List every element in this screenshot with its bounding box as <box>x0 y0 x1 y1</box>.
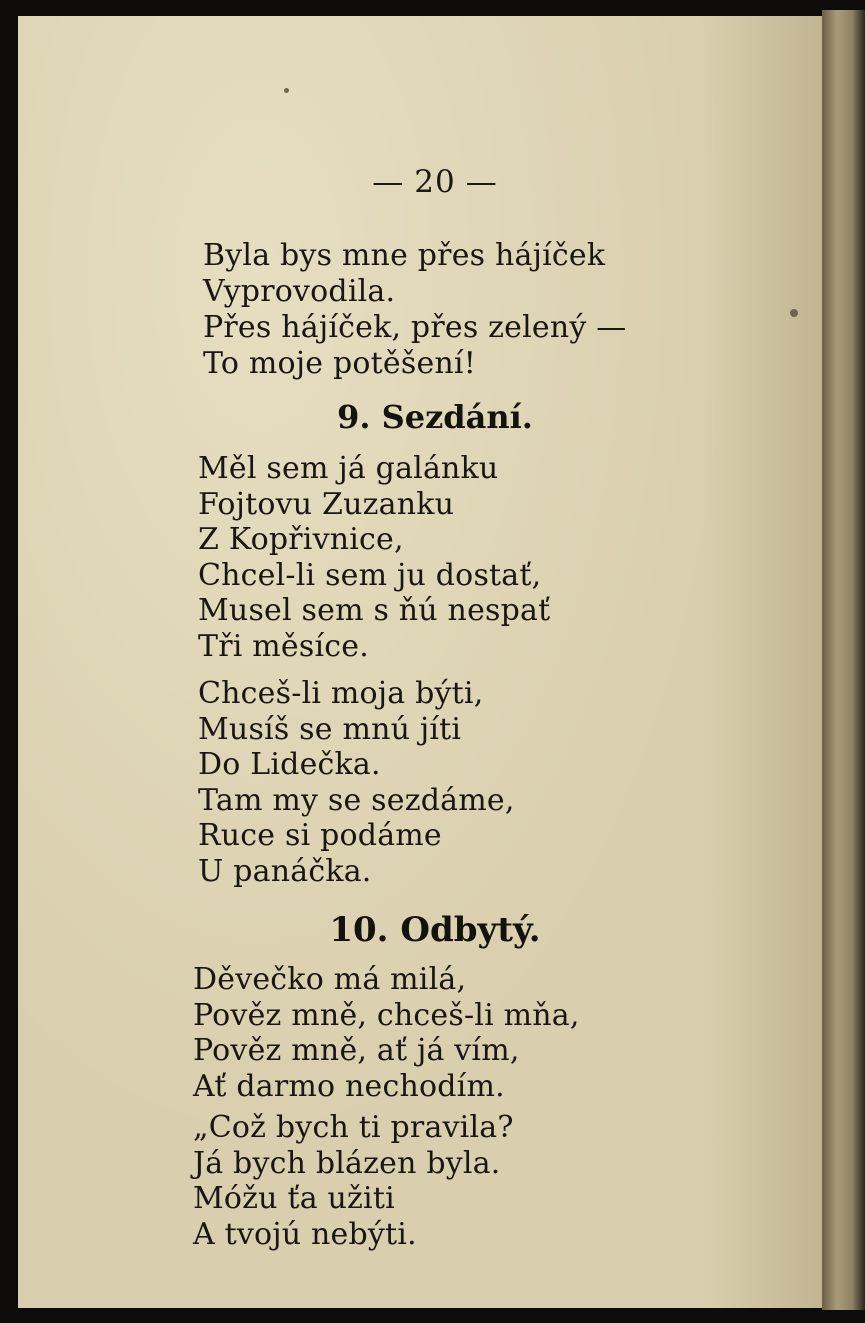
paper-speck <box>284 88 289 93</box>
song-10-stanza-1 <box>193 962 580 1104</box>
verse-line: Já bych blázen byla. <box>193 1145 501 1181</box>
verse-line: Fojtovu Zuzanku <box>198 486 455 522</box>
folio-dash-left: — <box>372 164 405 200</box>
verse-line: Z Kopřivnice, <box>198 522 404 557</box>
verse-line: Vyprovodila. <box>203 274 396 309</box>
song-10-stanza-2 <box>193 1110 514 1252</box>
verse-line: U panáčka. <box>198 853 372 889</box>
paper-speck <box>790 309 798 317</box>
verse-line: Móžu ťa užiti <box>193 1181 395 1216</box>
verse-line: Měl sem já galánku <box>198 451 499 486</box>
page-number-value: 20 <box>414 164 456 200</box>
verse-line: To moje potěšení! <box>203 346 476 381</box>
verse-line: Přes hájíček, přes zelený — <box>203 310 627 345</box>
verse-line: Děvečko má milá, <box>193 962 467 997</box>
verse-line: Tam my se sezdáme, <box>198 782 515 818</box>
verse-line: „Což bych ti pravila? <box>193 1110 514 1145</box>
verse-line: Musel sem s ňú nespať <box>198 593 551 628</box>
verse-line: A tvojú nebýti. <box>193 1216 417 1252</box>
folio-dash-right: — <box>465 164 498 200</box>
song-9-heading: 9. Sezdání. <box>337 398 533 436</box>
book-gutter <box>822 10 865 1310</box>
verse-line: Tři měsíce. <box>198 628 369 664</box>
song-10-heading: 10. Odbytý. <box>329 910 541 950</box>
verse-line: Chceš-li moja býti, <box>198 676 484 711</box>
verse-line: Chcel-li sem ju dostať, <box>198 557 542 593</box>
verse-line: Ať darmo nechodím. <box>193 1068 505 1104</box>
song-9-stanza-2 <box>198 676 515 889</box>
verse-line: Musíš se mnú jíti <box>198 711 462 747</box>
page-number <box>0 164 865 200</box>
verse-line: Byla bys mne přes hájíček <box>203 238 606 273</box>
stanza-continued <box>203 238 626 382</box>
song-9-stanza-1 <box>198 451 550 664</box>
verse-line: Ruce si podáme <box>198 818 442 853</box>
verse-line: Pověz mně, ať já vím, <box>193 1033 520 1068</box>
verse-line: Pověz mně, chceš-li mňa, <box>193 997 580 1033</box>
verse-line: Do Lidečka. <box>198 747 381 782</box>
